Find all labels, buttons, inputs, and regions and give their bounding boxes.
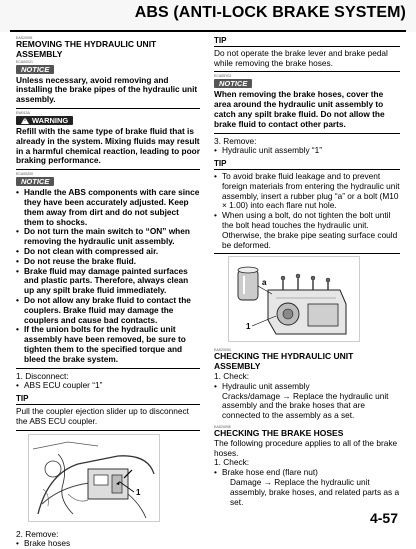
step-1-list xyxy=(16,381,200,391)
divider xyxy=(214,46,400,47)
divider xyxy=(214,71,400,72)
step-3-list xyxy=(214,146,400,156)
divider xyxy=(214,253,400,254)
warning-text: Refill with the same type of brake fluid that is already in the system. Mixing fluids may result in a harmful chemical reaction, leading to poor braking performance. xyxy=(16,125,200,166)
check-list xyxy=(214,382,400,392)
check-step: 1. Check: xyxy=(214,370,250,381)
list-item: • Do not reuse the brake fluid. xyxy=(16,257,200,267)
list-item: • When using a bolt, do not tighten the bolt until the bolt head touches the hydraulic unit. Otherwise, the brake pipe seating surface could be deformed. xyxy=(214,211,400,250)
page-number: 4-57 xyxy=(369,510,398,526)
step-2: 2. Remove: xyxy=(16,528,59,539)
divider xyxy=(214,169,400,170)
section-title: REMOVING THE HYDRAULIC UNIT xyxy=(16,39,157,49)
section-code: EAS20094 xyxy=(214,348,231,353)
callout-1: 1 xyxy=(246,322,251,332)
notice-text: When removing the brake hoses, cover the area around the hydraulic unit assembly to catch any spilt brake fluid. Do not allow the brake fluid to contact other parts. xyxy=(214,89,385,129)
divider xyxy=(214,133,400,134)
notice-list xyxy=(16,188,200,364)
list-item: • Brake fluid may damage painted surfaces and plastic parts. Therefore, always clean up any spilt brake fluid immediately. xyxy=(16,267,200,296)
divider xyxy=(16,404,200,405)
page-title: ABS (ANTI-LOCK BRAKE SYSTEM) xyxy=(134,4,406,21)
tip-label: TIP xyxy=(214,36,227,45)
tip-text: Pull the coupler ejection slider up to disconnect the ABS ECU coupler. xyxy=(16,405,189,426)
section-title: CHECKING THE BRAKE HOSES xyxy=(214,427,344,438)
section-title-cont: ASSEMBLY xyxy=(16,48,63,59)
list-item: • ABS ECU coupler “1” xyxy=(16,381,200,391)
motorcycle-frame-drawing xyxy=(28,434,160,522)
tip-text: Do not operate the brake lever and brake pedal while removing the brake hoses. xyxy=(214,47,388,68)
list-item: • Brake hoses xyxy=(16,539,200,549)
list-item: • Brake hose end (flare nut) xyxy=(214,468,400,478)
callout-1: 1 xyxy=(136,487,141,497)
divider xyxy=(16,108,200,109)
list-item: • To avoid brake fluid leakage and to prevent foreign materials from entering the hydraulic unit assembly, insert a rubber plug “a” or a bolt (M10 × 1.00) into each flare nut hole. xyxy=(214,172,400,211)
left-column xyxy=(16,36,200,549)
hoses-list xyxy=(214,468,400,478)
warning-label: WARNING xyxy=(32,115,69,125)
section-title: CHECKING THE HYDRAULIC UNIT xyxy=(214,351,354,362)
divider xyxy=(16,368,200,369)
tip-label: TIP xyxy=(16,394,29,404)
notice-text: Unless necessary, avoid removing and installing the brake pipes of the hydraulic unit assembly. xyxy=(16,74,198,105)
section-title-cont: ASSEMBLY xyxy=(214,361,261,372)
section-code: EAS20095 xyxy=(214,424,231,429)
notice-badge: NOTICE xyxy=(16,65,54,74)
list-item: • Do not allow any brake fluid to contact the couplers. Brake fluid may damage the couplers and cause bad contacts. xyxy=(16,296,200,325)
notice-code: ECA00021 xyxy=(16,59,33,64)
warning-badge xyxy=(16,116,73,125)
list-item: • If the union bolts for the hydraulic unit assembly have been removed, be sure to tighten them to the specified torque and bleed the brake system. xyxy=(16,325,200,364)
hoses-detail: Damage → Replace the hydraulic unit assembly, brake hoses, and related parts as a set. xyxy=(230,476,400,507)
notice-badge: NOTICE xyxy=(214,79,252,88)
notice-code: ECA05Z00 xyxy=(16,172,34,177)
list-item: • Hydraulic unit assembly “1” xyxy=(214,146,400,156)
check-detail: Cracks/damage → Replace the hydraulic unit assembly and the brake hoses that are connected to the assembly as a set. xyxy=(222,390,389,421)
step-1: 1. Disconnect: xyxy=(16,370,69,381)
tip-list xyxy=(214,172,400,250)
list-item: • Hydraulic unit assembly xyxy=(214,382,400,392)
warning-code: EW013A xyxy=(16,110,30,115)
header-rule xyxy=(10,30,406,32)
section-intro: The following procedure applies to all of the brake hoses. xyxy=(214,437,398,458)
list-item: • Do not clean with compressed air. xyxy=(16,247,200,257)
notice-code: ECA05Y02 xyxy=(214,74,232,79)
list-item: • Handle the ABS components with care since they have been accurately adjusted. Keep them away from dirt and do not subject them to shocks. xyxy=(16,188,200,227)
step-3: 3. Remove: xyxy=(214,135,257,146)
right-column xyxy=(214,36,400,507)
ecu-coupler-figure xyxy=(28,434,160,522)
step-2-list xyxy=(16,539,200,549)
divider xyxy=(16,169,200,170)
hoses-step: 1. Check: xyxy=(214,457,250,468)
hydraulic-unit-figure xyxy=(228,256,360,342)
divider xyxy=(16,430,200,431)
section-code: EAS20091 xyxy=(16,36,33,40)
callout-a: a xyxy=(262,278,267,288)
notice-badge: NOTICE xyxy=(16,177,54,186)
list-item: • Do not turn the main switch to “ON” when removing the hydraulic unit assembly. xyxy=(16,227,200,247)
warning-icon: ! xyxy=(21,117,29,124)
tip-label: TIP xyxy=(214,159,227,169)
